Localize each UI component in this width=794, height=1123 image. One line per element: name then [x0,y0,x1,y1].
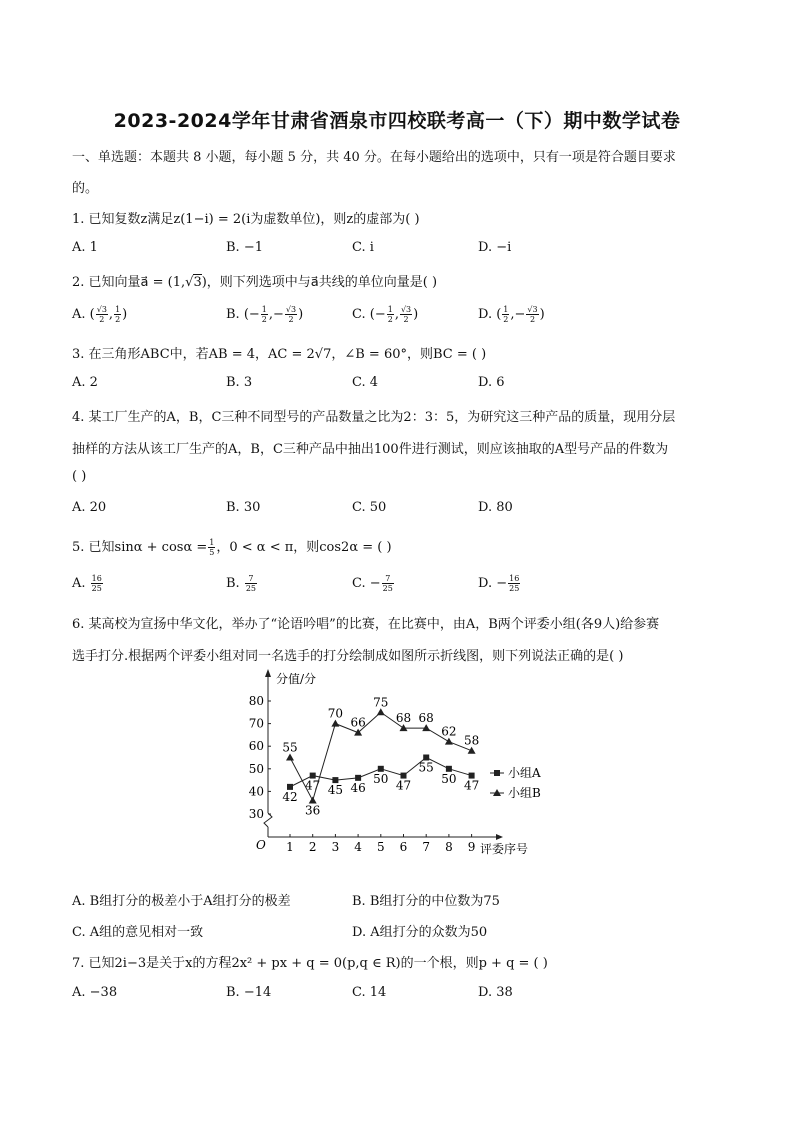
q2-d-d2: 2 [529,315,536,324]
q5-stem-num: 1 [209,538,215,547]
x-tick-label: 1 [286,840,294,854]
series-b-label: 55 [282,740,298,755]
q5-b-num: 7 [245,574,257,584]
q4-option-b: B. 30 [226,500,261,515]
series-a-label: 50 [441,771,457,786]
x-tick-label: 7 [422,840,431,854]
q2-d-n1: 1 [503,305,509,314]
y-tick-label: 50 [248,761,264,776]
q1-option-d: D. −i [478,240,512,255]
section-heading-line1: 一、单选题：本题共 8 小题，每小题 5 分，共 40 分。在每小题给出的选项中，只有一项是符合题目要求 [72,150,676,165]
score-line-chart [240,665,560,865]
series-a-label: 47 [463,778,480,793]
q4-option-a: A. 20 [72,500,107,515]
series-b-point [422,724,430,731]
q2-option-c [352,305,418,324]
q3-option-a: A. 2 [72,375,98,390]
q5-stem-den: 5 [209,548,215,557]
section-heading-line2: 的。 [72,181,99,196]
y-axis-arrow [265,669,271,677]
q6-option-a: A. B组打分的极差小于A组打分的极差 [72,894,291,909]
q7-option-c: C. 14 [352,985,387,1000]
q2-option-d [478,305,545,324]
q3-stem: 3. 在三角形ABC中，若AB = 4，AC = 2√7，∠B = 60°，则BC = ( ) [72,347,487,362]
y-tick-label: 60 [248,739,264,754]
q5-a-label: A. [72,576,86,591]
q1-stem: 1. 已知复数z满足z(1−i) = 2(i为虚数单位)，则z的虚部为( ) [72,212,420,227]
q2-d-label: D. ( [478,307,502,322]
series-b-label: 75 [373,695,389,710]
q3-option-b: B. 3 [226,375,253,390]
series-b-label: 66 [350,715,366,730]
legend-label: 小组B [508,786,541,800]
q5-c-num: 7 [382,574,394,584]
series-a-label: 45 [327,783,344,798]
series-b-point [377,708,385,715]
exam-title: 2023-2024学年甘肃省酒泉市四校联考高一（下）期中数学试卷 [113,110,681,132]
series-b-label: 58 [463,733,480,748]
x-axis-arrow [496,834,503,840]
q2-a-d1: 2 [99,315,105,324]
q1-option-a: A. 1 [72,240,98,255]
q5-b-den: 25 [245,584,257,593]
q2-c-n2: √3 [400,305,412,314]
q2-a-close: ) [122,307,128,322]
q5-stem-end: ，0 < α < π，则cos2α = ( ) [216,540,392,555]
q2-c-label: C. (− [352,307,386,322]
q5-a-num: 16 [91,574,102,583]
q5-option-d [478,574,521,593]
series-b-label: 68 [395,711,412,726]
q2-d-d1: 2 [503,315,509,324]
q4-stem-line2: 抽样的方法从该工厂生产的A，B，C三种产品中抽出100件进行测试，则应该抽取的A型号产品的件数为 [72,442,669,457]
q2-c-n1: 1 [387,305,393,314]
q2-stem-end: )，则下列选项中与a⃗共线的单位向量是( ) [201,275,438,290]
q2-option-b [226,305,303,324]
q5-d-num: 16 [509,574,520,583]
q6-option-c: C. A组的意见相对一致 [72,925,204,940]
q5-c-den: 25 [382,584,393,593]
q4-stem-line3: ( ) [72,469,87,484]
q1-option-c: C. i [352,240,374,255]
q7-option-a: A. −38 [72,985,118,1000]
series-a-label: 47 [305,778,321,793]
q7-stem: 7. 已知2i−3是关于x的方程2x² + px + q = 0(p,q ∈ R)的一个根，则p + q = ( ) [72,956,548,971]
q2-a-n1: √3 [96,305,107,314]
series-a-label: 47 [395,778,412,793]
q5-option-c [352,574,395,593]
series-a-label: 46 [350,780,366,795]
origin-label: O [256,838,266,852]
series-a-label: 50 [373,771,389,786]
series-b-label: 36 [305,803,321,818]
series-b-point [331,720,339,727]
q6-stem-line1: 6. 某高校为宣扬中华文化，举办了“论语吟唱”的比赛，在比赛中，由A，B两个评委小组(各9人)给参赛 [72,617,660,632]
series-b-point [309,796,317,803]
y-tick-label: 70 [248,716,264,731]
q2-c-mid: , [394,307,399,322]
x-tick-label: 2 [308,840,317,854]
q2-d-mid: ,− [510,307,526,322]
q2-b-mid: ,− [268,307,284,322]
x-axis-label: 评委序号 [480,842,529,856]
q5-option-a [72,574,104,593]
q2-stem-sqrt: 3 [193,275,202,290]
q2-a-label: A. ( [72,307,95,322]
q5-b-label: B. [226,576,240,591]
q2-a-n2: 1 [115,305,121,314]
q2-c-d2: 2 [403,315,409,324]
q2-d-close: ) [539,307,545,322]
q3-option-d: D. 6 [478,375,505,390]
q2-a-d2: 2 [115,315,121,324]
x-tick-label: 9 [467,840,476,854]
q2-b-d1: 2 [261,315,267,324]
y-axis-label: 分值/分 [276,672,317,686]
q2-b-label: B. (− [226,307,260,322]
q2-d-n2: √3 [527,305,538,314]
y-tick-label: 30 [248,807,264,821]
y-tick-label: 80 [248,694,264,708]
x-tick-label: 5 [376,840,385,854]
x-tick-label: 3 [331,840,340,854]
q7-option-b: B. −14 [226,985,272,1000]
q6-option-b: B. B组打分的中位数为75 [352,894,500,909]
series-b-label: 62 [441,724,457,739]
series-b-point [286,754,294,761]
q5-c-label: C. − [352,576,381,591]
q4-option-c: C. 50 [352,500,387,515]
series-b-label: 70 [327,706,344,721]
q5-stem [72,536,392,557]
legend-label: 小组A [508,766,541,780]
legend-marker-a [494,770,500,776]
y-axis-break [264,813,272,827]
q2-b-close: ) [298,307,304,322]
series-b-label: 68 [418,711,434,726]
q5-option-b [226,574,258,593]
x-tick-label: 6 [399,840,408,854]
q4-option-d: D. 80 [478,500,513,515]
q2-c-d1: 2 [387,315,393,324]
series-b-point [445,738,453,745]
q2-stem: 2. 已知向量a⃗ = (1,√3)，则下列选项中与a⃗共线的单位向量是( ) [72,275,438,290]
q3-option-c: C. 4 [352,375,379,390]
q6-stem-line2: 选手打分.根据两个评委小组对同一名选手的打分绘制成如图所示折线图，则下列说法正确的是( ) [72,649,624,664]
q1-option-b: B. −1 [226,240,263,255]
q5-d-den: 25 [509,584,520,593]
q7-option-d: D. 38 [478,985,513,1000]
y-tick-label: 40 [248,784,264,799]
q6-option-d: D. A组打分的众数为50 [352,925,488,940]
q2-b-n2: √3 [285,305,297,314]
series-a-label: 42 [282,789,298,804]
q5-d-label: D. − [478,576,508,591]
series-a-label: 55 [418,760,434,775]
q2-stem-start: 2. 已知向量a⃗ = (1, [72,275,186,290]
q2-b-n1: 1 [261,305,267,314]
q4-stem-line1: 4. 某工厂生产的A，B，C三种不同型号的产品数量之比为2：3：5，为研究这三种产品的质量，现用分层 [72,410,676,425]
q2-c-close: ) [413,307,419,322]
series-b-point [468,747,476,754]
x-tick-label: 4 [354,840,362,854]
q2-option-a: A. ( $\frac{√3}{2}$ , $\frac{1}{2}$ ) [72,305,128,324]
series-b-point [400,724,408,731]
x-tick-label: 8 [445,840,453,854]
q5-stem-start: 5. 已知sinα + cosα = [72,540,208,555]
q2-b-d2: 2 [288,315,294,324]
q5-a-den: 25 [91,584,102,593]
